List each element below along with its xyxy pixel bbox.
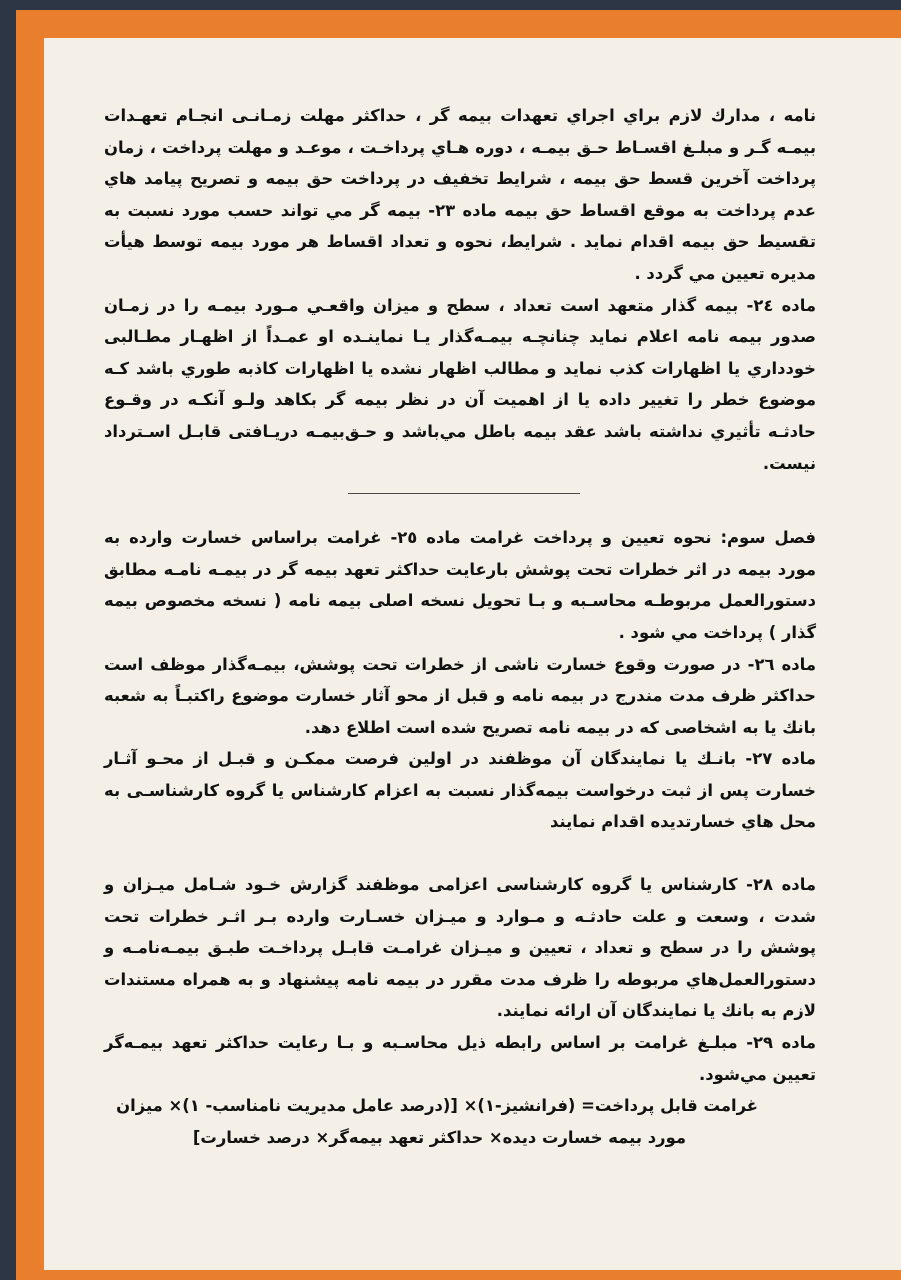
paragraph: نامه ، مدارك لازم براي اجراي تعهدات بيمه گر ، حداكثر مهلت زمـانـی انجـام تعهـدات بيمـه گـر و مبلـغ اقسـاط حـق بيمـه ، دوره هـاي پرداخـت ، موعـد و مهلت پرداخت ، زمان پرداخت آخرين قسط حق بيمه ، شرايط تخفيف در پرداخت حق بيمه و تصريح پيامد هاي عدم پرداخت به موقع اقساط حق بيمه ماده ۲۳- بيمه گر مي تواند حسب مورد نسبت به تقسيط حق بيمه اقدام نمايد . شرايط، نحوه و تعداد اقساط هر مورد بيمه توسط هيأت مديره تعيين مي گردد . <box>104 106 816 283</box>
paragraph: ماده ۲۸- كارشناس يا گروه كارشناسی اعزامی موظفند گزارش خـود شـامل ميـزان و شدت ، وسعت و علت حادثـه و مـوارد و ميـزان خسـارت وارده بـر اثـر خطرات تحت پوشش را در سطح و تعداد ، تعيين و ميـزان غرامـت قابـل پرداخـت طبـق بيمـه‌نامـه و دستورالعمل‌هاي مربوطه را ظرف مدت مقرر در بيمه نامه پيشنهاد و به همراه مستندات لازم به بانك يا نمايندگان آن ارائه نمايند. <box>104 875 816 1021</box>
paragraph-gap <box>104 838 816 869</box>
formula-block <box>104 1090 816 1153</box>
paragraph: ماده ۲۷- بانـك يا نمايندگان آن موظفند در اولين فرصت ممكـن و قبـل از محـو آثـار خسارت پس از ثبت درخواست بيمه‌گذار نسبت به اعزام كارشناس يا گروه كارشناسـی به محل هاي خسارتديده اقدام نمايند <box>104 749 816 832</box>
paragraph: ماده ۲۹- مبلـغ غرامت بر اساس رابطه ذيل محاسـبه و بـا رعايت حداكثر تعهد بيمـه‌گر تعيين مي‌شود. <box>104 1033 816 1084</box>
separator-line <box>348 493 580 494</box>
paragraph: ماده ۲٦- در صورت وقوع خسارت ناشی از خطرات تحت پوشش، بيمـه‌گذار موظف است حداكثر ظرف مدت مندرج در بيمه نامه و قبل از محو آثار خسارت موضوع راكتبـاً به شعبه بانك يا به اشخاصی كه در بيمه نامه تصريح شده است اطلاع دهد. <box>104 654 816 737</box>
paragraph: فصل سوم: نحوه تعيين و پرداخت غرامت ماده ۲٥- غرامت براساس خسارت وارده به مورد بيمه در اثر خطرات تحت پوشش بارعايت حداكثر تعهد بيمه گر در بيمـه نامـه مطابق دستورالعمل مربوطـه محاسـبه و بـا تحويل نسخه اصلی بيمه نامه ( نسخه مخصوص بيمه گذار ) پرداخت مي شود . <box>104 528 816 642</box>
document-body <box>104 100 816 1153</box>
formula-line: مورد بيمه خسارت ديده× حداكثر تعهد بيمه‌گر× درصد خسارت] <box>192 1127 686 1147</box>
paragraph: ماده ۲٤- بيمه گذار متعهد است تعداد ، سطح و ميزان واقعـي مـورد بيمـه را در زمـان صدور بيمه نامه اعلام نمايد چنانچـه بيمـه‌گذار يـا نماينـده او عمـداً از اظهـار مطـالبی خودداري يا اظهارات كذب نمايد و مطالب اظهار نشده يا اظهارات كاذبه طوري باشد كـه موضوع خطر را تغيير داده يا از اهميت آن در نظر بيمه گر بكاهد ولـو آنكـه در وقـوع حادثـه تأثيري نداشته باشد عقد بيمه باطل مي‌باشد و حـق‌بيمـه دريـافتی قابـل اسـترداد نيست. <box>104 295 816 473</box>
formula-line: غرامت قابل پرداخت= (فرانشيز-۱)× [(درصد عامل مديريت نامناسب- ۱)× ميزان <box>116 1096 758 1116</box>
